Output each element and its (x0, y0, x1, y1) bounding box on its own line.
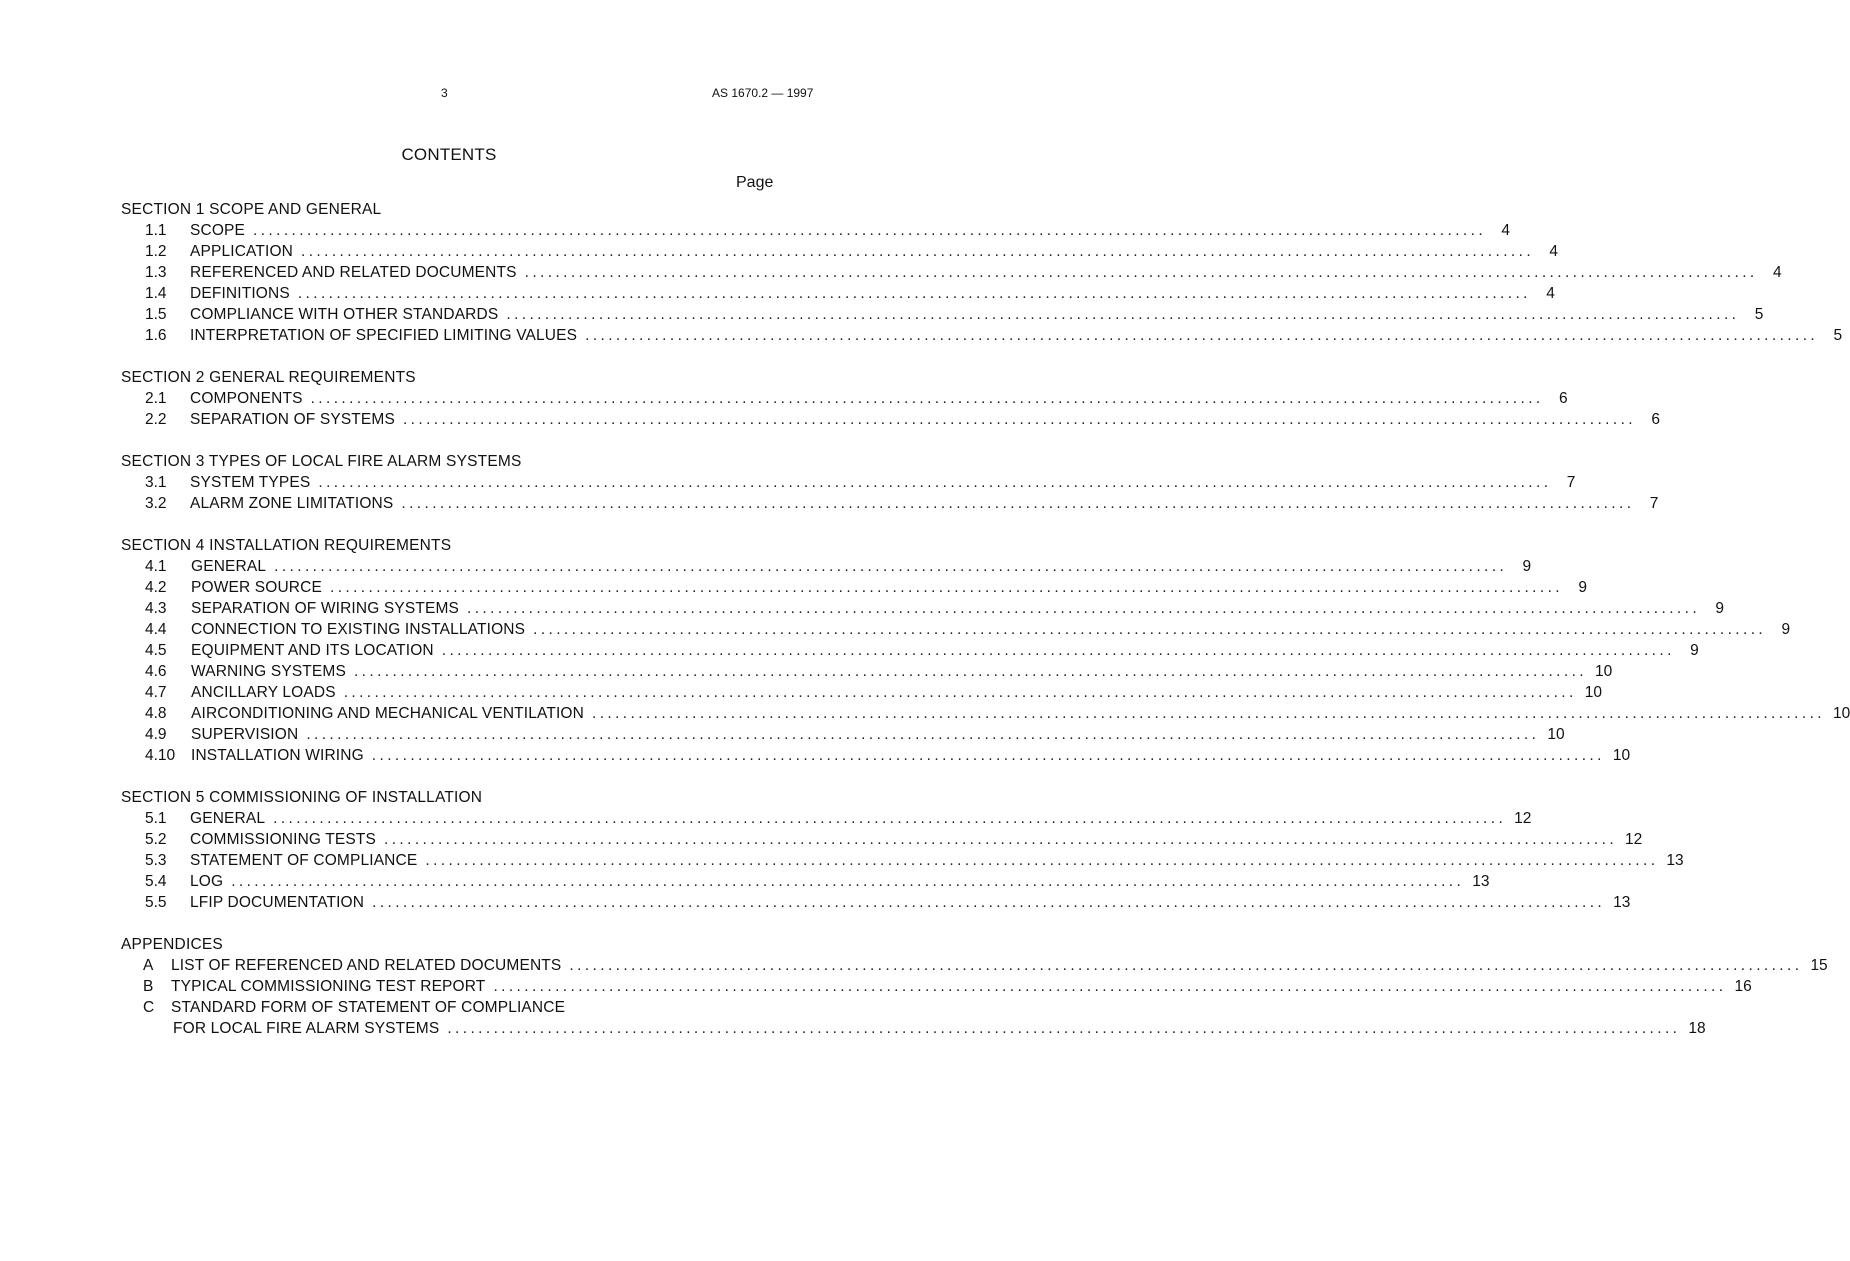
toc-section-3 (121, 451, 1659, 514)
entry-page: 6 (1651, 411, 1660, 428)
dot-leader: ................................................................................................................................................................ (310, 390, 1544, 407)
dot-leader: ................................................................................................................................................................ (343, 684, 1577, 701)
dot-leader: ................................................................................................................................................................ (274, 558, 1508, 575)
toc-entry[interactable] (121, 262, 1782, 283)
entry-title: EQUIPMENT AND ITS LOCATION (191, 642, 434, 659)
dot-leader: ................................................................................................................................................................ (533, 621, 1767, 638)
dot-leader: ................................................................................................................................................................ (297, 285, 1531, 302)
toc-entry[interactable] (121, 745, 1631, 766)
appendix-entry-continuation[interactable] (121, 1018, 1706, 1039)
appendix-letter: B (143, 978, 154, 995)
entry-number: 1.4 (145, 285, 167, 302)
entry-number: 4.8 (145, 705, 167, 722)
appendix-entry[interactable] (121, 976, 1752, 997)
dot-leader: ................................................................................................................................................................ (253, 222, 1487, 239)
toc-entry[interactable] (121, 808, 1532, 829)
toc-section-5 (121, 787, 1684, 913)
entry-title: GENERAL (190, 810, 266, 827)
document-reference: AS 1670.2 — 1997 (712, 86, 814, 100)
entry-page: 12 (1514, 810, 1532, 827)
entry-number: 5.2 (145, 831, 167, 848)
dot-leader: ................................................................................................................................................................ (493, 978, 1727, 995)
entry-title: SUPERVISION (191, 726, 299, 743)
entry-title: INTERPRETATION OF SPECIFIED LIMITING VALUES (190, 327, 578, 344)
page-column-label: Page (736, 174, 774, 191)
dot-leader: ................................................................................................................................................................ (353, 663, 1587, 680)
entry-page: 7 (1649, 495, 1659, 512)
dot-leader: ................................................................................................................................................................ (506, 306, 1740, 323)
entry-number: 1.6 (145, 327, 167, 344)
toc-entry[interactable] (121, 304, 1764, 325)
entry-title: STATEMENT OF COMPLIANCE (190, 852, 418, 869)
entry-title: ALARM ZONE LIMITATIONS (190, 495, 394, 512)
entry-page: 10 (1833, 705, 1850, 722)
entry-page: 10 (1612, 747, 1631, 764)
toc-entry[interactable] (121, 850, 1684, 871)
entry-number: 4.5 (145, 642, 167, 659)
entry-page: 5 (1754, 306, 1764, 323)
toc-entry[interactable] (121, 577, 1588, 598)
entry-page: 9 (1522, 558, 1532, 575)
entry-number: 1.2 (145, 243, 167, 260)
entry-number: 5.3 (145, 852, 167, 869)
entry-page: 13 (1613, 894, 1631, 911)
entry-number: 1.3 (145, 264, 167, 281)
entry-page: 4 (1501, 222, 1511, 239)
toc-entry[interactable] (121, 703, 1850, 724)
appendix-entry[interactable] (121, 955, 1828, 976)
dot-leader: ................................................................................................................................................................ (273, 810, 1507, 827)
entry-title: COMPONENTS (190, 390, 303, 407)
entry-page: 6 (1559, 390, 1568, 407)
entry-page: 9 (1578, 579, 1588, 596)
toc-entry[interactable] (121, 556, 1532, 577)
toc-entry[interactable] (121, 325, 1843, 346)
appendix-title: TYPICAL COMMISSIONING TEST REPORT (171, 978, 486, 995)
toc-entry[interactable] (121, 493, 1659, 514)
entry-number: 3.1 (145, 474, 167, 491)
toc-entry[interactable] (121, 388, 1568, 409)
toc-entry[interactable] (121, 283, 1555, 304)
entry-page: 9 (1781, 621, 1791, 638)
dot-leader: ................................................................................................................................................................ (231, 873, 1465, 890)
toc-entry[interactable] (121, 619, 1791, 640)
dot-leader: ................................................................................................................................................................ (306, 726, 1540, 743)
toc-section-2 (121, 367, 1660, 430)
toc-entry[interactable] (121, 871, 1490, 892)
dot-leader: ................................................................................................................................................................ (441, 642, 1675, 659)
dot-leader: ................................................................................................................................................................ (447, 1020, 1681, 1037)
toc-entry[interactable] (121, 724, 1565, 745)
entry-title: COMMISSIONING TESTS (190, 831, 376, 848)
toc-entry[interactable] (121, 598, 1725, 619)
entry-page: 5 (1833, 327, 1843, 344)
toc-appendices (121, 934, 1828, 1039)
toc-entry[interactable] (121, 220, 1511, 241)
entry-title: SCOPE (190, 222, 246, 239)
dot-leader: ................................................................................................................................................................ (371, 747, 1605, 764)
dot-leader: ................................................................................................................................................................ (318, 474, 1552, 491)
entry-number: 4.10 (145, 747, 176, 764)
entry-title: AIRCONDITIONING AND MECHANICAL VENTILATION (191, 705, 584, 722)
dot-leader: ................................................................................................................................................................ (372, 894, 1606, 911)
toc-entry[interactable] (121, 241, 1559, 262)
dot-leader: ................................................................................................................................................................ (384, 831, 1618, 848)
toc-entry[interactable] (121, 829, 1643, 850)
dot-leader: ................................................................................................................................................................ (524, 264, 1758, 281)
toc-entry[interactable] (121, 409, 1660, 430)
entry-number: 5.5 (145, 894, 167, 911)
toc-section-1 (121, 199, 1843, 346)
entry-title: SYSTEM TYPES (190, 474, 311, 491)
section-heading: SECTION 1 SCOPE AND GENERAL (121, 201, 382, 218)
entry-page: 4 (1773, 264, 1782, 281)
entry-title: LFIP DOCUMENTATION (190, 894, 365, 911)
entry-title: POWER SOURCE (191, 579, 322, 596)
entry-number: 1.1 (145, 222, 167, 239)
entry-title: SEPARATION OF SYSTEMS (190, 411, 395, 428)
appendix-letter: A (143, 957, 154, 974)
entry-page: 15 (1810, 957, 1828, 974)
entry-page: 10 (1595, 663, 1613, 680)
entry-title: SEPARATION OF WIRING SYSTEMS (191, 600, 460, 617)
section-heading: SECTION 3 TYPES OF LOCAL FIRE ALARM SYSTEMS (121, 453, 522, 470)
entry-title: INSTALLATION WIRING (191, 747, 364, 764)
entry-page: 9 (1715, 600, 1725, 617)
entry-number: 4.4 (145, 621, 167, 638)
section-heading: SECTION 5 COMMISSIONING OF INSTALLATION (121, 789, 483, 806)
entry-title: GENERAL (191, 558, 267, 575)
dot-leader: ................................................................................................................................................................ (301, 243, 1535, 260)
entry-page: 7 (1566, 474, 1576, 491)
entry-page: 13 (1472, 873, 1490, 890)
entry-number: 2.2 (145, 411, 167, 428)
page-number: 3 (441, 86, 448, 100)
entry-number: 4.2 (145, 579, 167, 596)
dot-leader: ................................................................................................................................................................ (329, 579, 1564, 596)
dot-leader: ................................................................................................................................................................ (585, 327, 1819, 344)
dot-leader: ................................................................................................................................................................ (467, 600, 1701, 617)
appendix-title: LIST OF REFERENCED AND RELATED DOCUMENTS (171, 957, 562, 974)
entry-number: 1.5 (145, 306, 167, 323)
entry-page: 10 (1547, 726, 1565, 743)
entry-number: 4.6 (145, 663, 167, 680)
appendix-title-continuation: FOR LOCAL FIRE ALARM SYSTEMS (173, 1020, 440, 1037)
toc-entry[interactable] (121, 892, 1631, 913)
entry-number: 4.9 (145, 726, 167, 743)
entry-number: 2.1 (145, 390, 167, 407)
dot-leader: ................................................................................................................................................................ (401, 495, 1635, 512)
entry-title: WARNING SYSTEMS (191, 663, 346, 680)
entry-number: 5.1 (145, 810, 167, 827)
entry-page: 10 (1584, 684, 1602, 701)
toc-entry[interactable] (121, 661, 1613, 682)
entry-number: 4.7 (145, 684, 167, 701)
entry-number: 5.4 (145, 873, 167, 890)
entry-title: ANCILLARY LOADS (191, 684, 336, 701)
entry-page: 4 (1546, 285, 1555, 302)
toc-entry[interactable] (121, 640, 1699, 661)
toc-section-4 (121, 535, 1850, 766)
appendix-letter: C (143, 999, 155, 1016)
appendix-title: STANDARD FORM OF STATEMENT OF COMPLIANCE (171, 999, 566, 1016)
entry-page: 16 (1734, 978, 1752, 995)
page-title: CONTENTS (401, 145, 497, 164)
entry-number: 4.1 (145, 558, 167, 575)
entry-title: REFERENCED AND RELATED DOCUMENTS (190, 264, 517, 281)
section-heading: SECTION 4 INSTALLATION REQUIREMENTS (121, 537, 452, 554)
section-heading: SECTION 2 GENERAL REQUIREMENTS (121, 369, 416, 386)
entry-title: APPLICATION (190, 243, 293, 260)
appendix-entry[interactable] (121, 997, 804, 1018)
appendices-heading: APPENDICES (121, 936, 223, 953)
entry-page: 4 (1549, 243, 1559, 260)
entry-title: COMPLIANCE WITH OTHER STANDARDS (190, 306, 499, 323)
dot-leader: ................................................................................................................................................................ (425, 852, 1659, 869)
entry-page: 12 (1625, 831, 1643, 848)
toc-entry[interactable] (121, 682, 1602, 703)
entry-title: CONNECTION TO EXISTING INSTALLATIONS (191, 621, 526, 638)
dot-leader: ................................................................................................................................................................ (591, 705, 1826, 722)
entry-number: 4.3 (145, 600, 167, 617)
dot-leader: ................................................................................................................................................................ (569, 957, 1803, 974)
entry-page: 9 (1690, 642, 1699, 659)
entry-number: 3.2 (145, 495, 167, 512)
table-of-contents (121, 199, 1850, 1060)
entry-page: 18 (1688, 1020, 1706, 1037)
entry-title: LOG (190, 873, 224, 890)
toc-entry[interactable] (121, 472, 1576, 493)
entry-page: 13 (1666, 852, 1684, 869)
dot-leader: ................................................................................................................................................................ (402, 411, 1636, 428)
entry-title: DEFINITIONS (190, 285, 290, 302)
